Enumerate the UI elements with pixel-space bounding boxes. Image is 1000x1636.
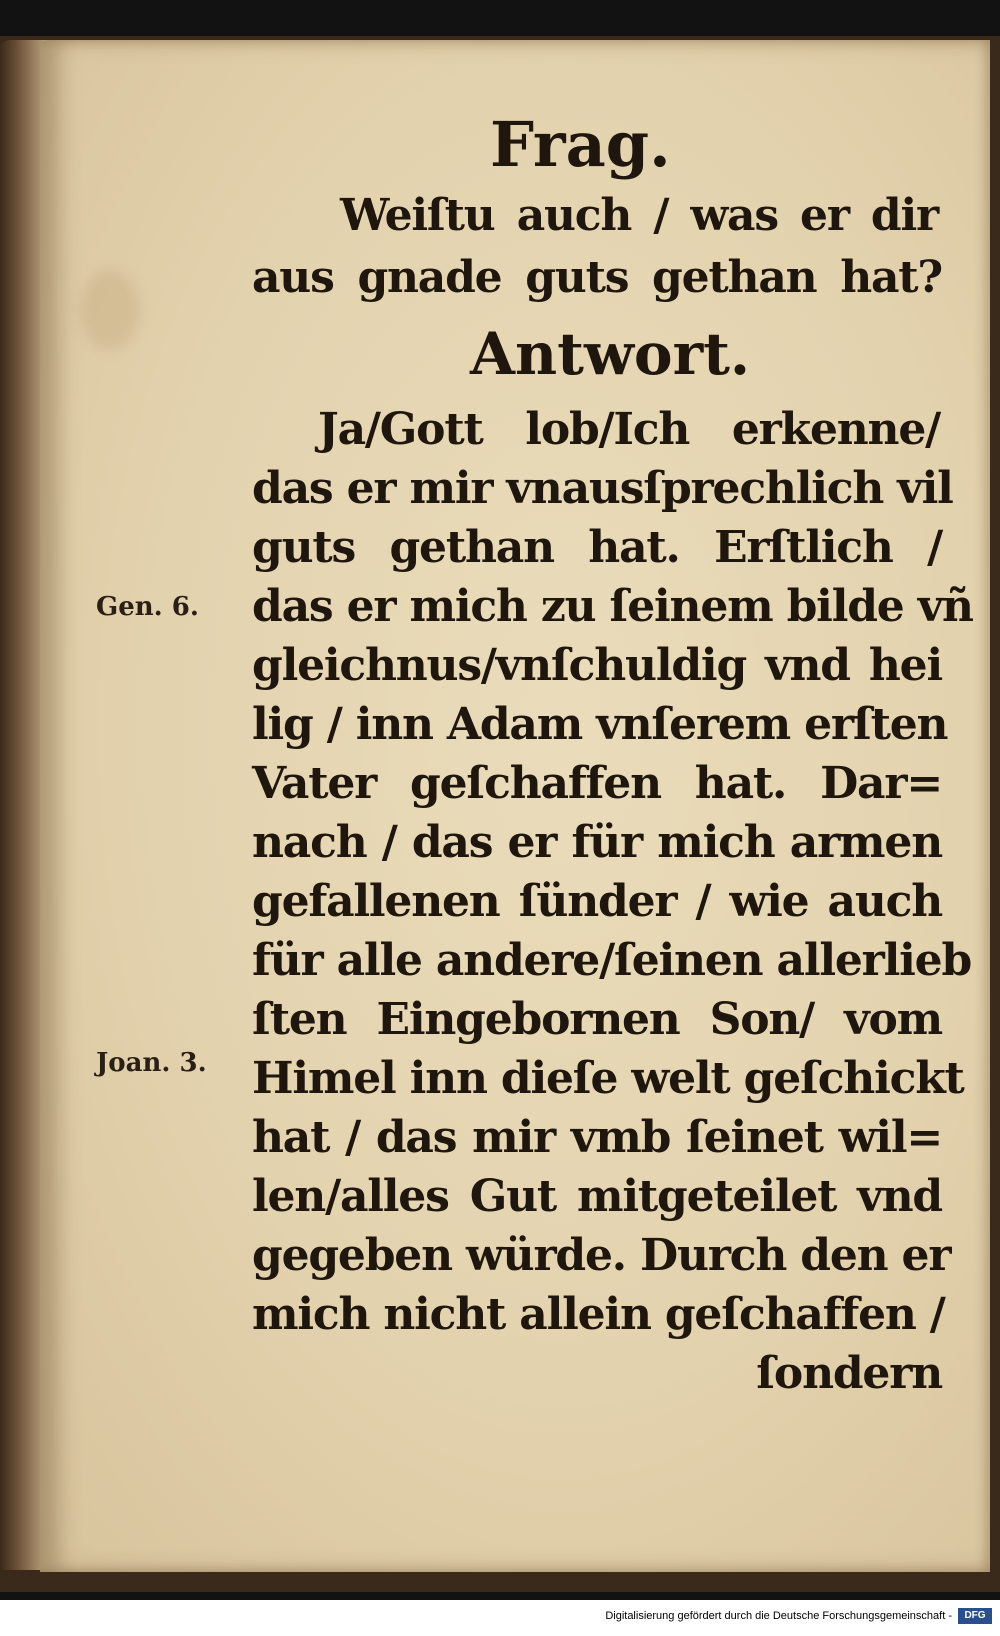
answer-line-8: nach / das er für mich armen xyxy=(252,817,942,868)
answer-line-14: len/alles Gut mitgeteilet vnd xyxy=(252,1171,942,1222)
question-line-1: Weiſtu auch / was er dir xyxy=(340,190,938,241)
answer-line-5: gleichnus/vnſchuldig vnd hei xyxy=(252,640,942,691)
question-heading: Frag. xyxy=(490,108,671,181)
answer-line-12: Himel inn dieſe welt geſchickt xyxy=(252,1053,964,1104)
answer-heading: Antwort. xyxy=(470,320,751,388)
answer-line-13: hat / das mir vmb ſeinet wil= xyxy=(252,1112,942,1163)
answer-line-16: mich nicht allein geſchaffen / xyxy=(252,1289,945,1340)
answer-line-2: das er mir vnausſprechlich vil xyxy=(252,463,953,514)
answer-line-4: das er mich zu ſeinem bilde vñ xyxy=(252,581,973,632)
dfg-logo: DFG xyxy=(958,1608,992,1624)
answer-line-3: guts gethan hat. Erſtlich / xyxy=(252,522,942,573)
catchword: ſondern xyxy=(756,1348,942,1399)
answer-line-1: Ja/Gott lob/Ich erkenne/ xyxy=(318,404,940,455)
question-line-2: aus gnade guts gethan hat? xyxy=(252,252,942,303)
answer-line-10: für alle andere/ſeinen allerlieb xyxy=(252,935,972,986)
margin-note-gen: Gen. 6. xyxy=(96,592,199,622)
answer-line-11: ſten Eingebornen Son/ vom xyxy=(252,994,942,1045)
margin-note-joan: Joan. 3. xyxy=(96,1048,207,1078)
answer-line-6: lig / inn Adam vnſerem erſten xyxy=(252,699,948,750)
footer-bar xyxy=(0,1600,1000,1636)
answer-line-7: Vater geſchaffen hat. Dar= xyxy=(252,758,942,809)
funding-notice: Digitalisierung gefördert durch die Deutsche Forschungsgemeinschaft - xyxy=(605,1610,952,1622)
answer-line-9: gefallenen ſünder / wie auch xyxy=(252,876,942,927)
answer-line-15: gegeben würde. Durch den er xyxy=(252,1230,951,1281)
